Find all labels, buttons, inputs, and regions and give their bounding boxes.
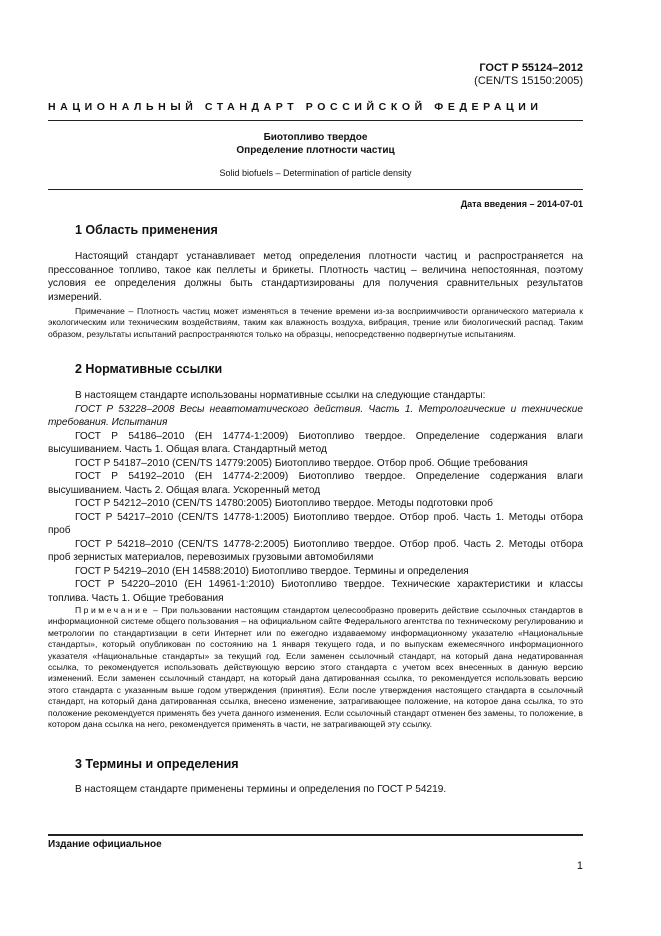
section-2-heading: 2 Нормативные ссылки (75, 362, 223, 376)
note-text: – При пользовании настоящим стандартом целесообразно проверить действие ссылочных стандартов в информационной системе общего пользования – на официальном сайте Федерального агентства по техническому регулированию и метрологии по стандартизации в сети Интернет или по ежегодно издаваемому информационному указателю «Национальные стандарты», который опубликован по состоянию на 1 января текущего года, и по выпускам ежемесячного информационного указателя «Национальные стандарты» за текущий год. Если заменен ссылочный стандарт, на который дана недатированная ссылка, то рекомендуется использовать действующую версию этого стандарта с учетом всех внесенных в данную версию изменений. Если заменен ссылочный стандарт, на который дана датированная ссылка, то рекомендуется использовать версию этого стандарта с указанным выше годом утверждения (принятия). Если после утверждения настоящего стандарта в ссылочный стандарт, на который дана датированная ссылка, внесено изменение, затрагивающее положение, на которое дана ссылка, то это положение рекомендуется применять без учета данного изменения. Если ссылочный стандарт отменен без замены, то положение, в котором дана ссылка на него, рекомендуется применять в части, не затрагивающей эту ссылку. (48, 605, 583, 730)
national-standard-banner: НАЦИОНАЛЬНЫЙ СТАНДАРТ РОССИЙСКОЙ ФЕДЕРАЦИИ (48, 101, 543, 113)
reference-item: ГОСТ Р 54192–2010 (ЕН 14774-2:2009) Биотопливо твердое. Определение содержания влаги высушиванием. Часть 2. Общая влага. Ускоренный метод (48, 471, 583, 496)
section-3-heading: 3 Термины и определения (75, 757, 239, 771)
footer-divider (48, 834, 583, 836)
section-1-note: Примечание – Плотность частиц может изменяться в течение времени из-за восприимчивости органического материала к экологическим или техническим воздействиям, таким как влажность воздуха, вибрация, трение или биологический распад. Таким образом, результаты испытаний распространяются только на образцы, непосредственно подвергнутые испытаниям. (48, 306, 583, 339)
note-label: Примечание (75, 605, 150, 615)
page-number: 1 (576, 860, 583, 872)
reference-item: ГОСТ Р 54220–2010 (ЕН 14961-1:2010) Биотопливо твердое. Технические характеристики и классы топлива. Часть 1. Общие требования (48, 579, 583, 604)
introduction-date: Дата введения – 2014-07-01 (460, 199, 583, 209)
section-3-paragraph: В настоящем стандарте применены термины и определения по ГОСТ Р 54219. (75, 784, 447, 795)
section-1-body (48, 250, 583, 340)
official-edition-label: Издание официальное (48, 839, 162, 850)
section-2-intro: В настоящем стандарте использованы нормативные ссылки на следующие стандарты: (75, 390, 486, 401)
section-2-note (48, 605, 583, 730)
title-line-1: Биотопливо твердое (263, 132, 368, 143)
reference-item: ГОСТ Р 54217–2010 (CEN/TS 14778-1:2005) Биотопливо твердое. Отбор проб. Часть 1. Методы отбора проб (48, 511, 583, 536)
title-divider (48, 189, 583, 190)
gost-code: ГОСТ Р 55124–2012 (479, 62, 583, 74)
section-2-body (48, 389, 583, 730)
reference-item: ГОСТ Р 54186–2010 (ЕН 14774-1:2009) Биотопливо твердое. Определение содержания влаги высушиванием. Часть 1. Общая влага. Стандартный метод (48, 430, 583, 455)
section-1-paragraph: Настоящий стандарт устанавливает метод определения плотности частиц и распространяется на прессованное топливо, такое как пеллеты и брикеты. Плотность частиц – величина непостоянная, поэтому условия ее определения должны быть стандартизированы для получения сравнительных результатов измерений. (48, 251, 583, 303)
section-1-heading: 1 Область применения (75, 223, 218, 237)
title-line-2: Определение плотности частиц (236, 145, 395, 156)
header-divider (48, 120, 583, 121)
reference-item: ГОСТ Р 54212–2010 (CEN/TS 14780:2005) Биотопливо твердое. Методы подготовки проб (75, 498, 493, 509)
cen-reference: (CEN/TS 15150:2005) (474, 75, 583, 87)
section-3-body (48, 783, 583, 797)
title-english: Solid biofuels – Determination of particle density (219, 168, 412, 178)
reference-item: ГОСТ Р 54218–2010 (CEN/TS 14778-2:2005) Биотопливо твердое. Отбор проб. Часть 2. Методы отбора проб зернистых материалов, перевозимых грузовыми автомобилями (48, 538, 583, 563)
reference-item: ГОСТ Р 54219–2010 (ЕН 14588:2010) Биотопливо твердое. Термины и определения (75, 565, 469, 577)
reference-item: ГОСТ Р 54187–2010 (CEN/TS 14779:2005) Биотопливо твердое. Отбор проб. Общие требования (75, 457, 528, 469)
reference-item: ГОСТ Р 53228–2008 Весы неавтоматического действия. Часть 1. Метрологические и технические требования. Испытания (48, 403, 583, 428)
